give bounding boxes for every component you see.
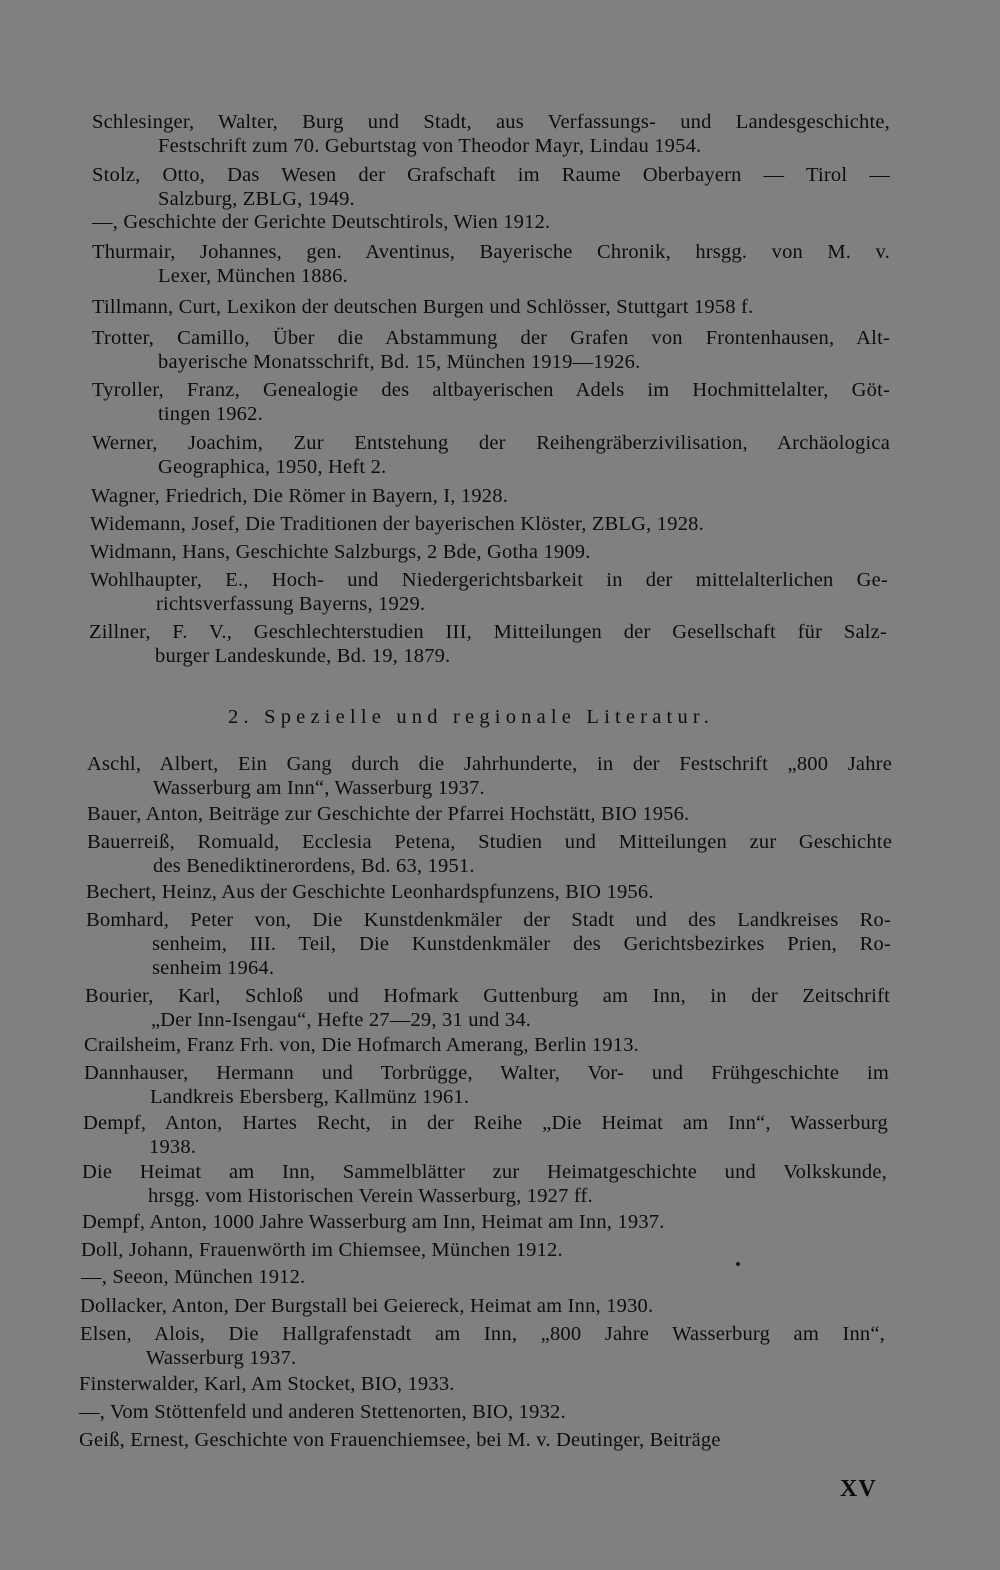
entry-first-line: Werner, Joachim, Zur Entstehung der Reihengräberzivilisation, Archäologica [92,432,890,454]
bibliography-entry [90,512,888,536]
entry-first-line: Crailsheim, Franz Frh. von, Die Hofmarch Amerang, Berlin 1913. [84,1034,639,1056]
entry-first-line: Bauerreiß, Romuald, Ecclesia Petena, Studien und Mitteilungen zur Geschichte [87,831,892,853]
bibliography-entry [79,1400,884,1424]
entry-first-line: Thurmair, Johannes, gen. Aventinus, Bayerische Chronik, hrsgg. von M. v. [92,241,890,263]
entry-first-line: Bourier, Karl, Schloß und Hofmark Guttenburg am Inn, in der Zeitschrift [85,985,890,1007]
entry-first-line: —, Vom Stöttenfeld und anderen Stettenorten, BIO, 1932. [79,1401,566,1423]
bibliography-entry [87,752,892,800]
entry-first-line: Stolz, Otto, Das Wesen der Grafschaft im Raume Oberbayern — Tirol — [92,164,890,186]
bibliography-entry [92,326,890,374]
bibliography-entry [84,1033,889,1057]
entry-continuation-line: Landkreis Ebersberg, Kallmünz 1961. [150,1086,470,1108]
entry-first-line: Dempf, Anton, Hartes Recht, in der Reihe „Die Heimat am Inn“, Wasserburg [83,1112,888,1134]
entry-first-line: Widmann, Hans, Geschichte Salzburgs, 2 Bde, Gotha 1909. [90,541,591,563]
entry-first-line: Tillmann, Curt, Lexikon der deutschen Burgen und Schlösser, Stuttgart 1958 f. [92,296,754,318]
bibliography-entry [83,1111,888,1159]
entry-continuation-line: richtsverfassung Bayerns, 1929. [156,593,426,615]
bibliography-entry [87,802,892,826]
bibliography-entry [81,1238,886,1262]
entry-first-line: Aschl, Albert, Ein Gang durch die Jahrhunderte, in der Festschrift „800 Jahre [87,753,892,775]
entry-continuation-line: hrsgg. vom Historischen Verein Wasserburg, 1927 ff. [148,1185,593,1207]
entry-first-line: Bechert, Heinz, Aus der Geschichte Leonhardspfunzens, BIO 1956. [86,881,654,903]
bibliography-entry [91,484,889,508]
bibliography-entry [92,210,890,234]
entry-continuation-line: Geographica, 1950, Heft 2. [158,456,387,478]
entry-continuation-line: burger Landeskunde, Bd. 19, 1879. [155,645,451,667]
entry-continuation-line: Festschrift zum 70. Geburtstag von Theodor Mayr, Lindau 1954. [158,135,702,157]
entry-first-line: Schlesinger, Walter, Burg und Stadt, aus Verfassungs- und Landesgeschichte, [92,111,890,133]
entry-continuation-line: Wasserburg am Inn“, Wasserburg 1937. [153,777,485,799]
entry-first-line: Wagner, Friedrich, Die Römer in Bayern, I, 1928. [91,485,509,507]
entry-first-line: Dollacker, Anton, Der Burgstall bei Geiereck, Heimat am Inn, 1930. [80,1295,654,1317]
bibliography-entry [82,1210,887,1234]
entry-first-line: Zillner, F. V., Geschlechterstudien III, Mitteilungen der Gesellschaft für Salz- [89,621,887,643]
entry-first-line: Dannhauser, Hermann und Torbrügge, Walter, Vor- und Frühgeschichte im [84,1062,889,1084]
entry-first-line: Dempf, Anton, 1000 Jahre Wasserburg am Inn, Heimat am Inn, 1937. [82,1211,665,1233]
entry-first-line: Bauer, Anton, Beiträge zur Geschichte der Pfarrei Hochstätt, BIO 1956. [87,803,690,825]
entry-first-line: Bomhard, Peter von, Die Kunstdenkmäler der Stadt und des Landkreises Ro- [86,909,891,931]
entry-continuation-line: tingen 1962. [158,403,263,425]
entry-continuation-line: Lexer, München 1886. [158,265,348,287]
bibliography-entry [92,240,890,288]
bibliography-entry [79,1372,884,1396]
entry-first-line: Doll, Johann, Frauenwörth im Chiemsee, München 1912. [81,1239,563,1261]
bibliography-entry [90,540,888,564]
entry-first-line: Widemann, Josef, Die Traditionen der bayerischen Klöster, ZBLG, 1928. [90,513,704,535]
bibliography-entry [90,568,888,616]
entry-continuation-line: bayerische Monatsschrift, Bd. 15, München 1919—1926. [158,351,641,373]
bibliography-entry [86,908,891,980]
entry-continuation-line: senheim 1964. [152,957,275,979]
entry-first-line: —, Seeon, München 1912. [81,1266,306,1288]
entry-first-line: —, Geschichte der Gerichte Deutschtirols, Wien 1912. [92,211,551,233]
bibliography-entry [84,1061,889,1109]
bibliography-entry [92,163,890,211]
entry-first-line: Die Heimat am Inn, Sammelblätter zur Heimatgeschichte und Volkskunde, [82,1161,887,1183]
page-number: XV [840,1476,877,1502]
entry-first-line: Tyroller, Franz, Genealogie des altbayerischen Adels im Hochmittelalter, Göt- [92,379,890,401]
print-speck [736,1262,740,1266]
bibliography-entry [79,1428,884,1452]
entry-continuation-line: des Benediktinerordens, Bd. 63, 1951. [153,855,475,877]
bibliography-entry [86,880,891,904]
entry-continuation-line: 1938. [149,1136,197,1158]
bibliography-entry [80,1294,885,1318]
bibliography-entry [89,620,887,668]
entry-first-line: Geiß, Ernest, Geschichte von Frauenchiemsee, bei M. v. Deutinger, Beiträge [79,1429,721,1451]
entry-continuation-line: senheim, III. Teil, Die Kunstdenkmäler des Gerichtsbezirkes Prien, Ro- [152,933,891,955]
entry-continuation-line: Salzburg, ZBLG, 1949. [158,188,355,210]
entry-continuation-line: „Der Inn-Isengau“, Hefte 27—29, 31 und 34. [151,1009,532,1031]
entry-first-line: Trotter, Camillo, Über die Abstammung der Grafen von Frontenhausen, Alt- [92,327,890,349]
section-heading: 2. Spezielle und regionale Literatur. [228,706,715,728]
entry-continuation-line: Wasserburg 1937. [146,1347,297,1369]
bibliography-entry [85,984,890,1032]
bibliography-entry [81,1265,886,1289]
bibliography-entry [92,295,890,319]
bibliography-entry [92,431,890,479]
entry-first-line: Finsterwalder, Karl, Am Stocket, BIO, 1933. [79,1373,455,1395]
bibliography-entry [87,830,892,878]
bibliography-entry [80,1322,885,1370]
bibliography-entry [92,110,890,158]
entry-first-line: Wohlhaupter, E., Hoch- und Niedergerichtsbarkeit in der mittelalterlichen Ge- [90,569,888,591]
entry-first-line: Elsen, Alois, Die Hallgrafenstadt am Inn, „800 Jahre Wasserburg am Inn“, [80,1323,885,1345]
bibliography-entry [92,378,890,426]
bibliography-entry [82,1160,887,1208]
